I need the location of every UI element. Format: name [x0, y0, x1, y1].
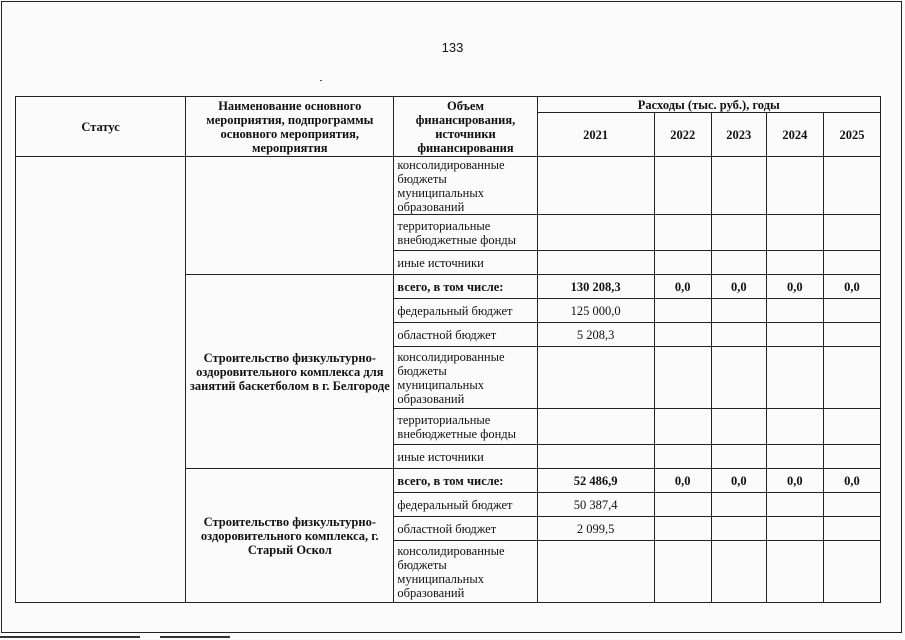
funding-source-cell: иные источники — [394, 251, 537, 275]
amount-cell-2022: 0,0 — [654, 275, 711, 299]
amount-cell-2023 — [711, 517, 766, 541]
funding-source-cell: федеральный бюджет — [394, 493, 537, 517]
amount-cell-2025 — [823, 251, 880, 275]
amount-cell-2023 — [711, 157, 766, 215]
event-name-cell: Строительство физкультурно-оздоровительного комплекса, г. Старый Оскол — [186, 469, 394, 603]
funding-source-cell: федеральный бюджет — [394, 299, 537, 323]
amount-cell-2022 — [654, 299, 711, 323]
amount-cell-2023 — [711, 409, 766, 445]
amount-cell-2024 — [766, 517, 823, 541]
amount-cell-2024 — [766, 445, 823, 469]
amount-cell-2021 — [537, 409, 654, 445]
funding-source-cell: областной бюджет — [394, 323, 537, 347]
amount-cell-2022 — [654, 323, 711, 347]
header-year: 2023 — [711, 113, 766, 157]
financing-table — [15, 96, 881, 603]
header-year: 2024 — [766, 113, 823, 157]
amount-cell-2021: 52 486,9 — [537, 469, 654, 493]
amount-cell-2023: 0,0 — [711, 275, 766, 299]
amount-cell-2023 — [711, 541, 766, 603]
amount-cell-2025 — [823, 493, 880, 517]
amount-cell-2021 — [537, 347, 654, 409]
amount-cell-2024 — [766, 493, 823, 517]
amount-cell-2021 — [537, 445, 654, 469]
amount-cell-2024 — [766, 299, 823, 323]
amount-cell-2024: 0,0 — [766, 275, 823, 299]
header-expenses: Расходы (тыс. руб.), годы — [537, 97, 880, 113]
page-number: 133 — [441, 40, 464, 55]
bottom-rule — [0, 636, 140, 638]
amount-cell-2024: 0,0 — [766, 469, 823, 493]
funding-source-cell: консолидированные бюджеты муниципальных образований — [394, 541, 537, 603]
funding-source-cell: всего, в том числе: — [394, 275, 537, 299]
amount-cell-2022 — [654, 157, 711, 215]
bottom-rule — [160, 636, 230, 638]
amount-cell-2024 — [766, 215, 823, 251]
amount-cell-2023 — [711, 445, 766, 469]
amount-cell-2025 — [823, 517, 880, 541]
event-name-cell: Строительство физкультурно-оздоровительного комплекса для занятий баскетболом в г. Белгороде — [186, 275, 394, 469]
scan-speck — [320, 80, 322, 81]
amount-cell-2023 — [711, 251, 766, 275]
header-year: 2021 — [537, 113, 654, 157]
amount-cell-2021: 130 208,3 — [537, 275, 654, 299]
amount-cell-2025: 0,0 — [823, 275, 880, 299]
amount-cell-2023: 0,0 — [711, 469, 766, 493]
amount-cell-2024 — [766, 323, 823, 347]
amount-cell-2022 — [654, 517, 711, 541]
amount-cell-2024 — [766, 347, 823, 409]
amount-cell-2022 — [654, 409, 711, 445]
amount-cell-2025 — [823, 409, 880, 445]
header-year: 2022 — [654, 113, 711, 157]
amount-cell-2022 — [654, 251, 711, 275]
amount-cell-2022 — [654, 493, 711, 517]
amount-cell-2025: 0,0 — [823, 469, 880, 493]
amount-cell-2025 — [823, 157, 880, 215]
funding-source-cell: консолидированные бюджеты муниципальных образований — [394, 157, 537, 215]
funding-source-cell: всего, в том числе: — [394, 469, 537, 493]
amount-cell-2023 — [711, 299, 766, 323]
header-financing-volume: Объем финансирования, источники финансирования — [394, 97, 537, 157]
header-year: 2025 — [823, 113, 880, 157]
amount-cell-2024 — [766, 251, 823, 275]
header-event-name: Наименование основного мероприятия, подпрограммы основного мероприятия, мероприятия — [186, 97, 394, 157]
amount-cell-2025 — [823, 445, 880, 469]
funding-source-cell: территориальные внебюджетные фонды — [394, 409, 537, 445]
amount-cell-2025 — [823, 347, 880, 409]
amount-cell-2024 — [766, 409, 823, 445]
funding-source-cell: областной бюджет — [394, 517, 537, 541]
amount-cell-2022: 0,0 — [654, 469, 711, 493]
funding-source-cell: консолидированные бюджеты муниципальных образований — [394, 347, 537, 409]
amount-cell-2025 — [823, 299, 880, 323]
amount-cell-2021 — [537, 251, 654, 275]
table-row — [16, 157, 881, 215]
amount-cell-2022 — [654, 445, 711, 469]
amount-cell-2021: 50 387,4 — [537, 493, 654, 517]
amount-cell-2022 — [654, 347, 711, 409]
status-cell — [16, 157, 186, 603]
amount-cell-2023 — [711, 493, 766, 517]
amount-cell-2023 — [711, 215, 766, 251]
amount-cell-2021: 125 000,0 — [537, 299, 654, 323]
amount-cell-2022 — [654, 215, 711, 251]
amount-cell-2025 — [823, 323, 880, 347]
amount-cell-2022 — [654, 541, 711, 603]
header-status: Статус — [16, 97, 186, 157]
amount-cell-2021 — [537, 541, 654, 603]
event-name-cell — [186, 157, 394, 275]
amount-cell-2024 — [766, 541, 823, 603]
amount-cell-2025 — [823, 215, 880, 251]
amount-cell-2021: 5 208,3 — [537, 323, 654, 347]
amount-cell-2024 — [766, 157, 823, 215]
funding-source-cell: иные источники — [394, 445, 537, 469]
amount-cell-2023 — [711, 347, 766, 409]
funding-source-cell: территориальные внебюджетные фонды — [394, 215, 537, 251]
amount-cell-2021 — [537, 215, 654, 251]
amount-cell-2025 — [823, 541, 880, 603]
amount-cell-2021 — [537, 157, 654, 215]
table-body — [16, 157, 881, 603]
amount-cell-2023 — [711, 323, 766, 347]
amount-cell-2021: 2 099,5 — [537, 517, 654, 541]
